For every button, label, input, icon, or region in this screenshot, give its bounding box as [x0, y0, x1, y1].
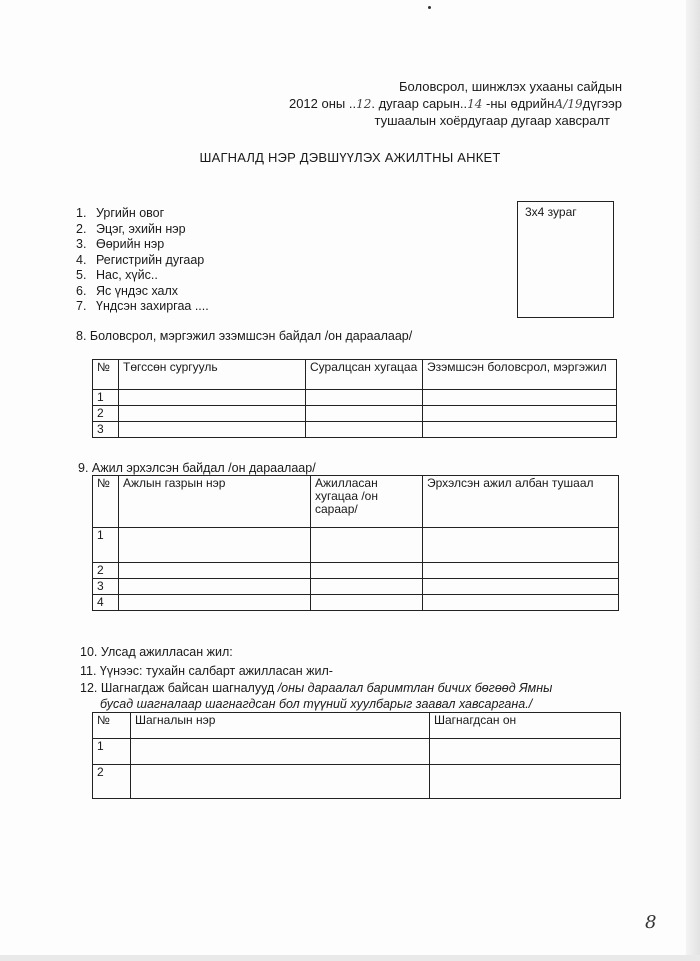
section-12-line-2: бусад шагналаар шагнагдсан бол түүний хуулбарыг заавал хавсаргана./ — [100, 697, 533, 711]
header-month-text: . дугаар сарын.. — [371, 96, 468, 111]
list-item: 7. Үндсэн захиргаа .... — [76, 299, 209, 313]
photo-box: 3х4 зураг — [517, 201, 614, 318]
table-row: 3 — [93, 422, 617, 438]
list-item: 6. Яс үндэс халх — [76, 283, 179, 298]
list-item: 1. Ургийн овог — [76, 206, 165, 220]
table-row: 1 — [93, 739, 621, 765]
table-row: 1 — [93, 528, 619, 563]
header-line-1: Боловсрол, шинжлэх ухааны сайдын — [399, 79, 622, 94]
section-12-line-1: 12. Шагнагдаж байсан шагналууд /оны дараалал баримтлан бичих бөгөөд Ямны — [80, 681, 553, 695]
section-9-title: 9. Ажил эрхэлсэн байдал /он дараалаар/ — [78, 461, 316, 475]
table-row: 2 — [93, 765, 621, 799]
page-title: ШАГНАЛД НЭР ДЭВШҮҮЛЭХ АЖИЛТНЫ АНКЕТ — [199, 150, 501, 165]
table-row: 2 — [93, 563, 619, 579]
scan-edge-bottom — [0, 955, 700, 961]
table-header-row: № Шагналын нэр Шагнагдсан он — [93, 713, 621, 739]
header-year: 2012 оны .. — [288, 96, 357, 111]
header-line-2 — [289, 96, 622, 111]
list-item: 4. Регистрийн дугаар — [76, 252, 205, 267]
education-table — [92, 359, 617, 438]
header-order-text: дүгээр — [582, 96, 622, 111]
page-number: 8 — [645, 912, 657, 933]
table-header-row: № Ажлын газрын нэр Ажилласан хугацаа /он сараар/ Эрхэлсэн ажил албан тушаал — [93, 476, 619, 528]
awards-table — [92, 712, 621, 799]
list-item: 2. Эцэг, эхийн нэр — [76, 221, 186, 236]
handwritten-month: 12 — [356, 97, 372, 111]
table-header-row: № Төгссөн сургууль Суралцсан хугацаа Эзэмшсэн боловсрол, мэргэжил — [93, 360, 617, 390]
list-item: 3. Өөрийн нэр — [76, 237, 165, 251]
scan-speck — [428, 6, 431, 9]
scan-edge — [686, 0, 700, 961]
handwritten-order: А/19 — [554, 97, 583, 111]
header-day-text: -ны өдрийн — [482, 96, 555, 111]
table-row: 2 — [93, 406, 617, 422]
employment-table — [92, 475, 619, 611]
section-11: 11. Үүнээс: тухайн салбарт ажилласан жил- — [80, 664, 333, 678]
section-8-title: 8. Боловсрол, мэргэжил эзэмшсэн байдал /он дараалаар/ — [76, 329, 413, 343]
handwritten-day: 14 — [467, 97, 483, 111]
section-10: 10. Улсад ажилласан жил: — [80, 645, 233, 659]
header-line-3: тушаалын хоёрдугаар дугаар хавсралт — [374, 113, 610, 128]
table-row: 3 — [93, 579, 619, 595]
personal-info-list — [76, 206, 209, 315]
table-row: 1 — [93, 390, 617, 406]
table-row: 4 — [93, 595, 619, 611]
list-item: 5. Нас, хүйс.. — [76, 268, 158, 282]
